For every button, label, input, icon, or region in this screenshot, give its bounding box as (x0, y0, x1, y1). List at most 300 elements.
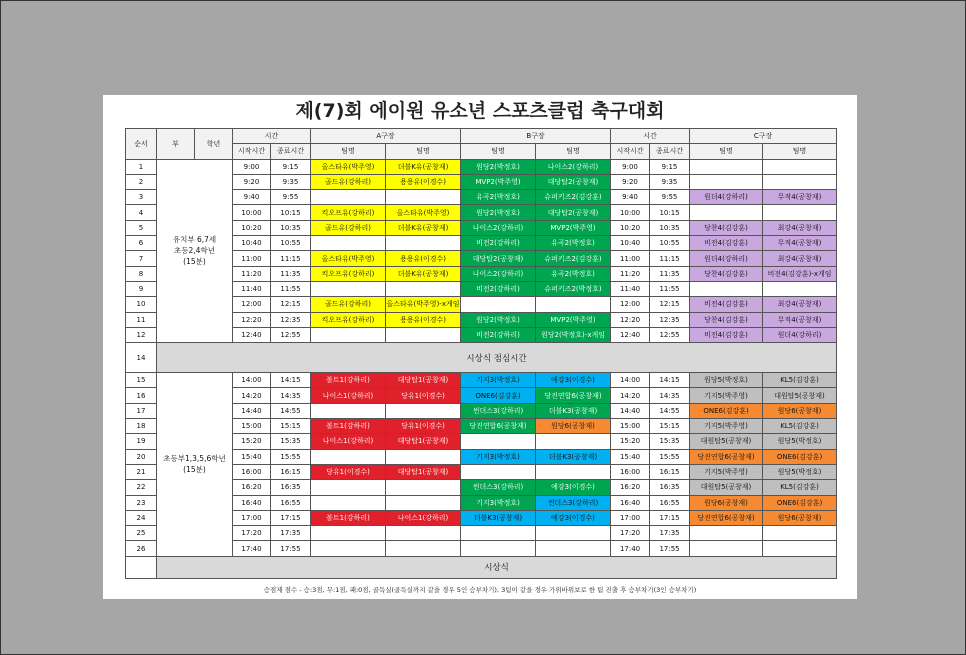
field-a-team-1 (311, 449, 386, 464)
field-c-team-1: 당진연합6(공창재) (690, 510, 763, 525)
c-end-time: 15:35 (650, 434, 690, 449)
field-b-team-2: 유곡2(박정호) (536, 266, 611, 281)
field-a-team-2 (386, 495, 461, 510)
table-row (126, 190, 837, 205)
row-number: 17 (126, 403, 157, 418)
c-end-time: 14:15 (650, 373, 690, 388)
field-b-team-1: 비전2(강하리) (461, 236, 536, 251)
field-b-team-1: 원당2(박정호) (461, 205, 536, 220)
field-a-team-1 (311, 541, 386, 556)
field-c-team-2: 무적4(공창재) (763, 236, 837, 251)
c-start-time: 11:20 (611, 266, 650, 281)
c-start-time: 11:40 (611, 281, 650, 296)
field-a-team-2: 대당탑1(공창재) (386, 373, 461, 388)
field-c-team-2 (763, 526, 837, 541)
header-team: 팀명 (386, 144, 461, 159)
start-time: 16:00 (233, 464, 271, 479)
field-b-team-2 (536, 526, 611, 541)
c-start-time: 12:00 (611, 297, 650, 312)
field-c-team-1 (690, 526, 763, 541)
table-row (126, 220, 837, 235)
header-time: 시간 (233, 129, 311, 144)
field-c-team-1: 당찬4(김강훈) (690, 312, 763, 327)
table-row (126, 419, 837, 434)
field-c-team-2 (763, 174, 837, 189)
field-b-team-1: 비전2(강하리) (461, 327, 536, 342)
field-b-team-1: 썬더스3(강하리) (461, 480, 536, 495)
field-b-team-2: 슈퍼키즈2(김강훈) (536, 251, 611, 266)
break-row (126, 343, 837, 373)
field-c-team-1 (690, 159, 763, 174)
field-a-team-2 (386, 190, 461, 205)
end-time: 12:55 (271, 327, 311, 342)
field-b-team-2: 나이스2(강하리) (536, 159, 611, 174)
field-a-team-2: 올스타유(박주영) (386, 205, 461, 220)
table-row (126, 510, 837, 525)
end-time: 14:35 (271, 388, 311, 403)
start-time: 14:20 (233, 388, 271, 403)
row-number: 23 (126, 495, 157, 510)
start-time: 15:00 (233, 419, 271, 434)
field-c-team-2 (763, 205, 837, 220)
field-c-team-2 (763, 159, 837, 174)
end-time: 17:15 (271, 510, 311, 525)
table-row (126, 480, 837, 495)
field-a-team-2: 당유1(이경수) (386, 388, 461, 403)
header-start: 시작시간 (611, 144, 650, 159)
document-title: 제(7)회 에이원 유소년 스포츠클럽 축구대회 (295, 100, 665, 122)
c-start-time: 17:00 (611, 510, 650, 525)
c-start-time: 16:00 (611, 464, 650, 479)
header-team: 팀명 (763, 144, 837, 159)
field-c-team-2: 원더4(강하리) (763, 327, 837, 342)
row-number: 19 (126, 434, 157, 449)
end-time: 14:15 (271, 373, 311, 388)
header-no: 순서 (126, 129, 157, 160)
start-time: 11:00 (233, 251, 271, 266)
field-b-team-2: MVP2(박주영) (536, 312, 611, 327)
end-time: 10:15 (271, 205, 311, 220)
start-time: 17:20 (233, 526, 271, 541)
start-time: 16:20 (233, 480, 271, 495)
row-number: 5 (126, 220, 157, 235)
c-end-time: 17:35 (650, 526, 690, 541)
field-b-team-1: 대당탑2(공창재) (461, 251, 536, 266)
end-time: 16:15 (271, 464, 311, 479)
field-c-team-1: 원더4(강하리) (690, 251, 763, 266)
table-row (126, 297, 837, 312)
field-c-team-1: 비전4(김강훈) (690, 297, 763, 312)
row-number: 18 (126, 419, 157, 434)
c-end-time: 12:35 (650, 312, 690, 327)
field-b-team-2 (536, 297, 611, 312)
row-number: 10 (126, 297, 157, 312)
field-b-team-1: 나이스2(강하리) (461, 220, 536, 235)
award-label: 시상식 (157, 556, 837, 578)
row-number: 24 (126, 510, 157, 525)
field-a-team-2 (386, 526, 461, 541)
field-c-team-1 (690, 541, 763, 556)
header-start: 시작시간 (233, 144, 271, 159)
c-start-time: 14:00 (611, 373, 650, 388)
end-time: 15:35 (271, 434, 311, 449)
end-time: 9:15 (271, 159, 311, 174)
field-c-team-1: 당진연합6(공창재) (690, 449, 763, 464)
c-end-time: 9:55 (650, 190, 690, 205)
c-end-time: 9:35 (650, 174, 690, 189)
field-a-team-1: 올스타유(박주영) (311, 159, 386, 174)
field-a-team-1 (311, 403, 386, 418)
c-end-time: 12:15 (650, 297, 690, 312)
table-row (126, 449, 837, 464)
field-c-team-1: ONE6(김강훈) (690, 403, 763, 418)
field-c-team-1: 원더4(강하리) (690, 190, 763, 205)
field-c-team-2: 최강4(공창재) (763, 251, 837, 266)
c-start-time: 12:40 (611, 327, 650, 342)
division-group (157, 159, 233, 343)
row-number: 12 (126, 327, 157, 342)
field-a-team-1 (311, 281, 386, 296)
schedule-document (103, 95, 857, 599)
table-row (126, 464, 837, 479)
field-a-team-1: 볼트1(강하리) (311, 419, 386, 434)
field-b-team-2: 당진연합6(공창재) (536, 388, 611, 403)
field-b-team-1: ONE6(김강훈) (461, 388, 536, 403)
field-c-team-1: 대원탑5(공창재) (690, 434, 763, 449)
division-line: (15분) (183, 465, 206, 475)
table-row (126, 251, 837, 266)
table-row (126, 434, 837, 449)
end-time: 9:55 (271, 190, 311, 205)
c-end-time: 14:35 (650, 388, 690, 403)
end-time: 12:35 (271, 312, 311, 327)
field-a-team-1: 볼트1(강하리) (311, 510, 386, 525)
field-a-team-2: 나이스1(강하리) (386, 510, 461, 525)
field-a-team-2: 대당탑1(공창재) (386, 464, 461, 479)
end-time: 17:55 (271, 541, 311, 556)
field-c-team-1: 비전4(김강훈) (690, 327, 763, 342)
table-row (126, 312, 837, 327)
c-start-time: 17:20 (611, 526, 650, 541)
field-c-team-2: 무적4(공창재) (763, 312, 837, 327)
field-b-team-2: 썬더스3(강하리) (536, 495, 611, 510)
field-c-team-2: 최강4(공창재) (763, 220, 837, 235)
start-time: 15:40 (233, 449, 271, 464)
header-grade: 학년 (195, 129, 233, 160)
field-a-team-2 (386, 449, 461, 464)
row-number: 15 (126, 373, 157, 388)
field-b-team-1: MVP2(박주영) (461, 174, 536, 189)
end-time: 11:55 (271, 281, 311, 296)
field-b-team-1: 유곡2(박정호) (461, 190, 536, 205)
field-b-team-2: 예강3(이경수) (536, 373, 611, 388)
start-time: 9:00 (233, 159, 271, 174)
end-time: 17:35 (271, 526, 311, 541)
scoring-note: 승점제 점수 - 승:3점, 무:1점, 패:0점, 골득실(골득실까지 같을 경우 5인 승부차기), 3팀이 같을 경우 가위바위보로 한 팀 진출 후 승부차기(3인 승부차기) (263, 586, 697, 594)
table-row (126, 159, 837, 174)
start-time: 9:20 (233, 174, 271, 189)
field-a-team-2: 당유1(이경수) (386, 419, 461, 434)
field-b-team-1 (461, 541, 536, 556)
division-line: (15분) (183, 257, 206, 267)
header-end: 종료시간 (650, 144, 690, 159)
field-c-team-1: 원당6(공창재) (690, 495, 763, 510)
field-a-team-1: 나이스1(강하리) (311, 388, 386, 403)
table-row (126, 205, 837, 220)
end-time: 10:55 (271, 236, 311, 251)
field-b-team-1: 기지3(박정호) (461, 495, 536, 510)
header-field-c: C구장 (690, 129, 837, 144)
start-time: 15:20 (233, 434, 271, 449)
row-number: 21 (126, 464, 157, 479)
field-a-team-1 (311, 190, 386, 205)
field-b-team-1: 썬더스3(강하리) (461, 403, 536, 418)
table-row (126, 327, 837, 342)
field-b-team-2: 유곡2(박정호) (536, 236, 611, 251)
field-a-team-1: 볼트1(강하리) (311, 373, 386, 388)
c-start-time: 11:00 (611, 251, 650, 266)
row-number: 1 (126, 159, 157, 174)
row-number: 4 (126, 205, 157, 220)
table-row (126, 541, 837, 556)
field-c-team-2: 대원탑5(공창재) (763, 388, 837, 403)
c-start-time: 9:20 (611, 174, 650, 189)
field-a-team-1: 골드유(강하리) (311, 297, 386, 312)
table-row (126, 174, 837, 189)
division-line: 초등2,4학년 (174, 246, 215, 256)
c-end-time: 10:35 (650, 220, 690, 235)
field-b-team-1 (461, 464, 536, 479)
c-start-time: 14:40 (611, 403, 650, 418)
field-b-team-2: 슈퍼키즈2(김강훈) (536, 190, 611, 205)
row-number: 6 (126, 236, 157, 251)
field-a-team-1: 골드유(강하리) (311, 174, 386, 189)
c-end-time: 17:15 (650, 510, 690, 525)
c-start-time: 15:00 (611, 419, 650, 434)
field-a-team-2: 더블K유(공창재) (386, 220, 461, 235)
field-c-team-2: 원당5(박정호) (763, 434, 837, 449)
field-b-team-1 (461, 526, 536, 541)
field-b-team-2: 예강3(이경수) (536, 510, 611, 525)
header-team: 팀명 (461, 144, 536, 159)
field-b-team-2: 더블K3(공창재) (536, 403, 611, 418)
row-number: 22 (126, 480, 157, 495)
division-line: 초등부1,3,5,6학년 (163, 454, 226, 464)
end-time: 11:35 (271, 266, 311, 281)
field-a-team-1 (311, 327, 386, 342)
row-number: 8 (126, 266, 157, 281)
c-end-time: 9:15 (650, 159, 690, 174)
field-a-team-2 (386, 541, 461, 556)
field-a-team-2: 더블K유(공창재) (386, 159, 461, 174)
c-end-time: 16:15 (650, 464, 690, 479)
row-number: 11 (126, 312, 157, 327)
field-c-team-2: KL5(김강훈) (763, 480, 837, 495)
start-time: 12:20 (233, 312, 271, 327)
c-end-time: 11:15 (650, 251, 690, 266)
field-a-team-1 (311, 526, 386, 541)
start-time: 12:00 (233, 297, 271, 312)
header-time-c: 시간 (611, 129, 690, 144)
division-line: 유치부 6,7세 (172, 235, 217, 245)
field-c-team-1 (690, 174, 763, 189)
c-end-time: 15:55 (650, 449, 690, 464)
field-b-team-1: 원당2(박정호) (461, 312, 536, 327)
field-b-team-1: 원당2(박정호) (461, 159, 536, 174)
header-division: 부 (157, 129, 195, 160)
field-c-team-2: 원당6(공창재) (763, 403, 837, 418)
field-b-team-2 (536, 541, 611, 556)
field-c-team-2: 최강4(공창재) (763, 297, 837, 312)
start-time: 10:40 (233, 236, 271, 251)
c-end-time: 12:55 (650, 327, 690, 342)
field-a-team-1: 킥오프유(강하리) (311, 205, 386, 220)
header-team: 팀명 (536, 144, 611, 159)
start-time: 14:00 (233, 373, 271, 388)
table-row (126, 388, 837, 403)
field-b-team-1 (461, 434, 536, 449)
field-b-team-1: 기지3(박정호) (461, 373, 536, 388)
row-number: 25 (126, 526, 157, 541)
field-c-team-1: 대원탑5(공창재) (690, 480, 763, 495)
field-b-team-1: 비전2(강하리) (461, 281, 536, 296)
division-group (157, 373, 233, 557)
field-b-team-1: 기지3(박정호) (461, 449, 536, 464)
field-a-team-2 (386, 480, 461, 495)
c-end-time: 10:15 (650, 205, 690, 220)
field-a-team-1 (311, 236, 386, 251)
field-b-team-2 (536, 434, 611, 449)
final-row (126, 556, 837, 578)
table-row (126, 266, 837, 281)
row-number: 14 (126, 343, 157, 373)
c-start-time: 10:40 (611, 236, 650, 251)
field-a-team-2 (386, 281, 461, 296)
field-c-team-2: 무적4(공창재) (763, 190, 837, 205)
table-row (126, 526, 837, 541)
start-time: 16:40 (233, 495, 271, 510)
field-a-team-2: 용용유(이경수) (386, 251, 461, 266)
end-time: 16:35 (271, 480, 311, 495)
field-b-team-2: 더블K3(공창재) (536, 449, 611, 464)
c-start-time: 15:40 (611, 449, 650, 464)
field-a-team-1 (311, 480, 386, 495)
table-row (126, 373, 837, 388)
field-c-team-1: 기지5(박주영) (690, 419, 763, 434)
table-row (126, 236, 837, 251)
field-a-team-1: 킥오프유(강하리) (311, 312, 386, 327)
field-c-team-2 (763, 541, 837, 556)
row-number: 26 (126, 541, 157, 556)
field-b-team-2: 대당탑2(공창재) (536, 174, 611, 189)
field-c-team-2: 비전4(김강훈)-x게임 (763, 266, 837, 281)
end-time: 12:15 (271, 297, 311, 312)
c-start-time: 10:20 (611, 220, 650, 235)
start-time: 14:40 (233, 403, 271, 418)
start-time: 11:20 (233, 266, 271, 281)
start-time: 12:40 (233, 327, 271, 342)
c-start-time: 9:40 (611, 190, 650, 205)
field-b-team-2 (536, 464, 611, 479)
start-time: 9:40 (233, 190, 271, 205)
start-time: 17:00 (233, 510, 271, 525)
row-number: 20 (126, 449, 157, 464)
field-a-team-1 (311, 495, 386, 510)
end-time: 10:35 (271, 220, 311, 235)
field-c-team-1 (690, 205, 763, 220)
header-field-a: A구장 (311, 129, 461, 144)
end-time: 15:15 (271, 419, 311, 434)
field-b-team-2: MVP2(박주영) (536, 220, 611, 235)
field-a-team-1: 올스타유(박주영) (311, 251, 386, 266)
field-a-team-2 (386, 403, 461, 418)
row-number: 16 (126, 388, 157, 403)
field-b-team-1 (461, 297, 536, 312)
c-start-time: 9:00 (611, 159, 650, 174)
field-c-team-2: ONE6(김강훈) (763, 495, 837, 510)
start-time: 17:40 (233, 541, 271, 556)
start-time: 11:40 (233, 281, 271, 296)
field-a-team-2: 용용유(이경수) (386, 174, 461, 189)
c-end-time: 16:35 (650, 480, 690, 495)
end-time: 16:55 (271, 495, 311, 510)
break-label: 시상식 점심시간 (157, 343, 837, 373)
field-a-team-2: 더블K유(공창재) (386, 266, 461, 281)
field-c-team-2: 원당6(공창재) (763, 510, 837, 525)
field-b-team-1: 나이스2(강하리) (461, 266, 536, 281)
c-end-time: 15:15 (650, 419, 690, 434)
field-c-team-2: KL5(김강훈) (763, 373, 837, 388)
field-a-team-1: 킥오프유(강하리) (311, 266, 386, 281)
field-b-team-1: 더블K3(공창재) (461, 510, 536, 525)
field-a-team-2 (386, 236, 461, 251)
field-c-team-1: 당찬4(김강훈) (690, 266, 763, 281)
field-a-team-2: 용용유(이경수) (386, 312, 461, 327)
header-end: 종료시간 (271, 144, 311, 159)
row-number: 3 (126, 190, 157, 205)
field-c-team-1 (690, 281, 763, 296)
end-time: 11:15 (271, 251, 311, 266)
field-b-team-2: 슈퍼키즈2(박정호) (536, 281, 611, 296)
end-time: 9:35 (271, 174, 311, 189)
field-b-team-2: 원당6(공창재) (536, 419, 611, 434)
c-start-time: 15:20 (611, 434, 650, 449)
header-field-b: B구장 (461, 129, 611, 144)
c-end-time: 11:35 (650, 266, 690, 281)
c-start-time: 14:20 (611, 388, 650, 403)
field-a-team-1: 골드유(강하리) (311, 220, 386, 235)
c-end-time: 17:55 (650, 541, 690, 556)
schedule-table (125, 128, 837, 579)
row-number (126, 556, 157, 578)
field-a-team-2: 올스타유(박주영)-x게임 (386, 297, 461, 312)
start-time: 10:20 (233, 220, 271, 235)
field-c-team-2: ONE6(김강훈) (763, 449, 837, 464)
table-row (126, 281, 837, 296)
c-start-time: 16:20 (611, 480, 650, 495)
row-number: 9 (126, 281, 157, 296)
field-b-team-2: 원당2(박정호)-x게임 (536, 327, 611, 342)
header-team: 팀명 (311, 144, 386, 159)
field-c-team-1: 비전4(김강훈) (690, 236, 763, 251)
field-a-team-1: 나이스1(강하리) (311, 434, 386, 449)
c-end-time: 10:55 (650, 236, 690, 251)
field-c-team-1: 기지5(박주영) (690, 464, 763, 479)
table-row (126, 495, 837, 510)
row-number: 2 (126, 174, 157, 189)
field-a-team-2 (386, 327, 461, 342)
end-time: 15:55 (271, 449, 311, 464)
